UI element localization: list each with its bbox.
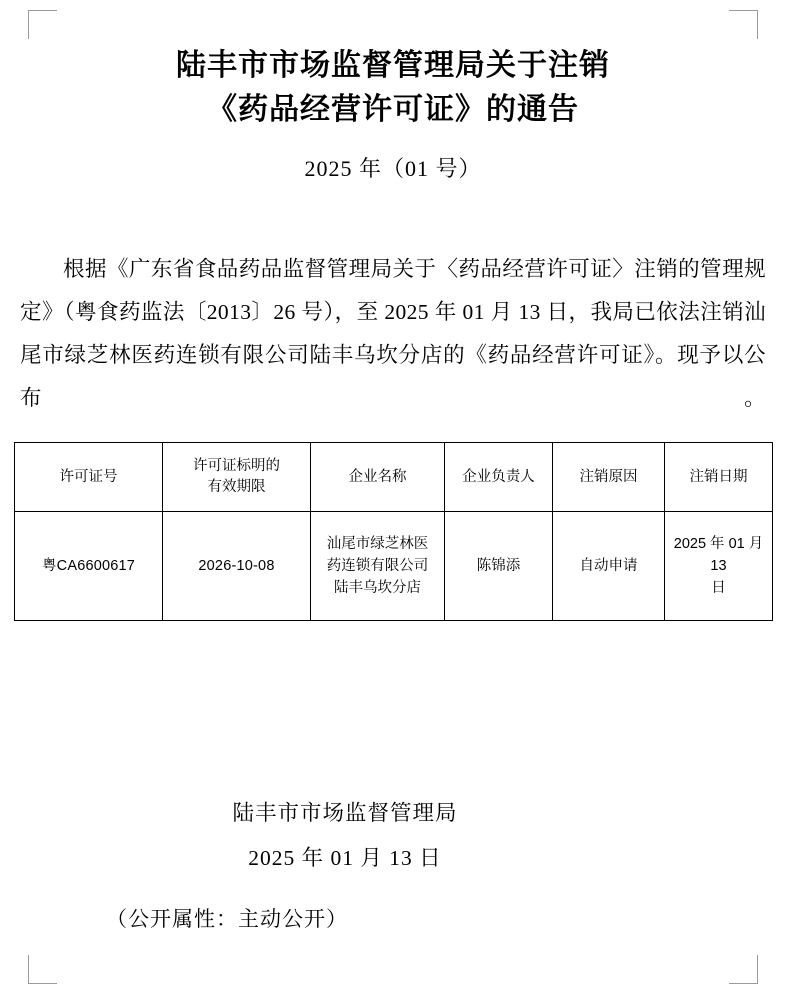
- table-header-license-no: 许可证号: [15, 442, 163, 511]
- table-header-principal: 企业负责人: [445, 442, 553, 511]
- cell-cancel-date-line-2: 日: [711, 579, 726, 596]
- crop-mark-top-left: [28, 10, 57, 39]
- cell-reason: 自动申请: [553, 511, 665, 620]
- body-paragraph: 根据《广东省食品药品监督管理局关于〈药品经营许可证〉注销的管理规定》（粤食药监法〔2013〕26 号），至 2025 年 01 月 13 日，我局已依法注销汕尾市绿芝林医药连锁有限公司陆丰乌坎分店的《药品经营许可证》。现予以公布。: [20, 257, 766, 410]
- table-header-company: 企业名称: [311, 442, 445, 511]
- table-header-valid-until-line-1: 许可证标明的: [193, 457, 280, 474]
- page-title-line-2: 《药品经营许可证》的通告: [207, 93, 579, 126]
- document-number: 2025 年（01 号）: [304, 156, 482, 181]
- cell-principal: 陈锦添: [445, 511, 553, 620]
- table-header-reason: 注销原因: [553, 442, 665, 511]
- cell-company-line-3: 陆丰乌坎分店: [334, 579, 421, 596]
- cancellation-table: [14, 442, 773, 621]
- cell-company-line-1: 汕尾市绿芝林医: [326, 535, 429, 552]
- signature-organization: 陆丰市市场监督管理局: [232, 800, 458, 825]
- page-title-line-1: 陆丰市市场监督管理局关于注销: [176, 49, 610, 82]
- crop-mark-bottom-right: [729, 955, 758, 984]
- page-title: [14, 44, 772, 132]
- crop-mark-top-right: [729, 10, 758, 39]
- disclosure-attribute: （公开属性：主动公开）: [106, 906, 348, 931]
- cell-cancel-date: [665, 511, 773, 620]
- table-header-row: [15, 442, 773, 511]
- table-header-valid-until: [163, 442, 311, 511]
- table-row: [15, 511, 773, 620]
- cell-company-line-2: 药连锁有限公司: [326, 557, 429, 574]
- table-header-cancel-date: 注销日期: [665, 442, 773, 511]
- cell-cancel-date-line-1: 2025 年 01 月 13: [673, 535, 764, 574]
- crop-mark-bottom-left: [28, 955, 57, 984]
- cell-company: [311, 511, 445, 620]
- cell-valid-until: 2026-10-08: [163, 511, 311, 620]
- document-content: [0, 44, 786, 933]
- signature-block: [14, 791, 772, 881]
- cell-license-no: 粤CA6600617: [15, 511, 163, 620]
- table-header-valid-until-line-2: 有效期限: [207, 478, 266, 495]
- signature-date: 2025 年 01 月 13 日: [248, 845, 442, 870]
